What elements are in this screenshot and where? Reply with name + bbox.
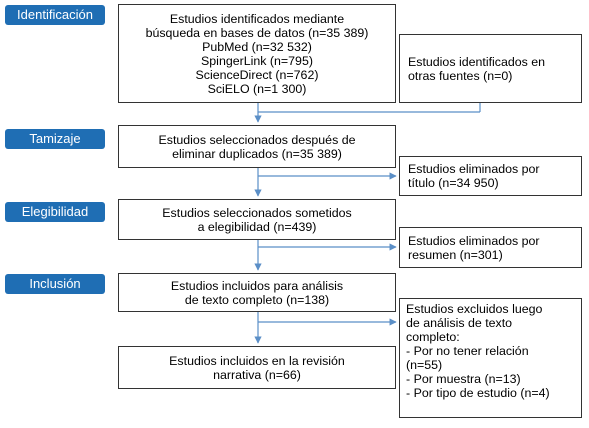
box-screened: Estudios seleccionados después de eliminar duplicados (n=35 389) [118, 125, 396, 168]
box-excluded-abstract: Estudios eliminados por resumen (n=301) [399, 227, 582, 268]
box-excluded-fulltext: Estudios excluidos luego de análisis de texto completo: - Por no tener relación (n=55) - Por muestra (n=13) - Por tipo de estudio (n=4) [399, 298, 582, 418]
box-fulltext: Estudios incluidos para análisis de texto completo (n=138) [118, 273, 396, 312]
box-identified-other: Estudios identificados en otras fuentes (n=0) [399, 34, 582, 103]
stage-elegibilidad: Elegibilidad [5, 202, 105, 222]
stage-identificacion: Identificación [5, 5, 105, 25]
stage-inclusion: Inclusión [5, 274, 105, 294]
box-excluded-title: Estudios eliminados por título (n=34 950) [399, 156, 582, 196]
box-included: Estudios incluidos en la revisión narrativa (n=66) [118, 346, 396, 389]
box-eligibility: Estudios seleccionados sometidos a elegibilidad (n=439) [118, 199, 396, 240]
stage-tamizaje: Tamizaje [5, 129, 105, 149]
box-identified-database: Estudios identificados mediante búsqueda en bases de datos (n=35 389) PubMed (n=32 532) SpingerLink (n=795) ScienceDirect (n=762) SciELO (n=1 300) [118, 4, 396, 103]
